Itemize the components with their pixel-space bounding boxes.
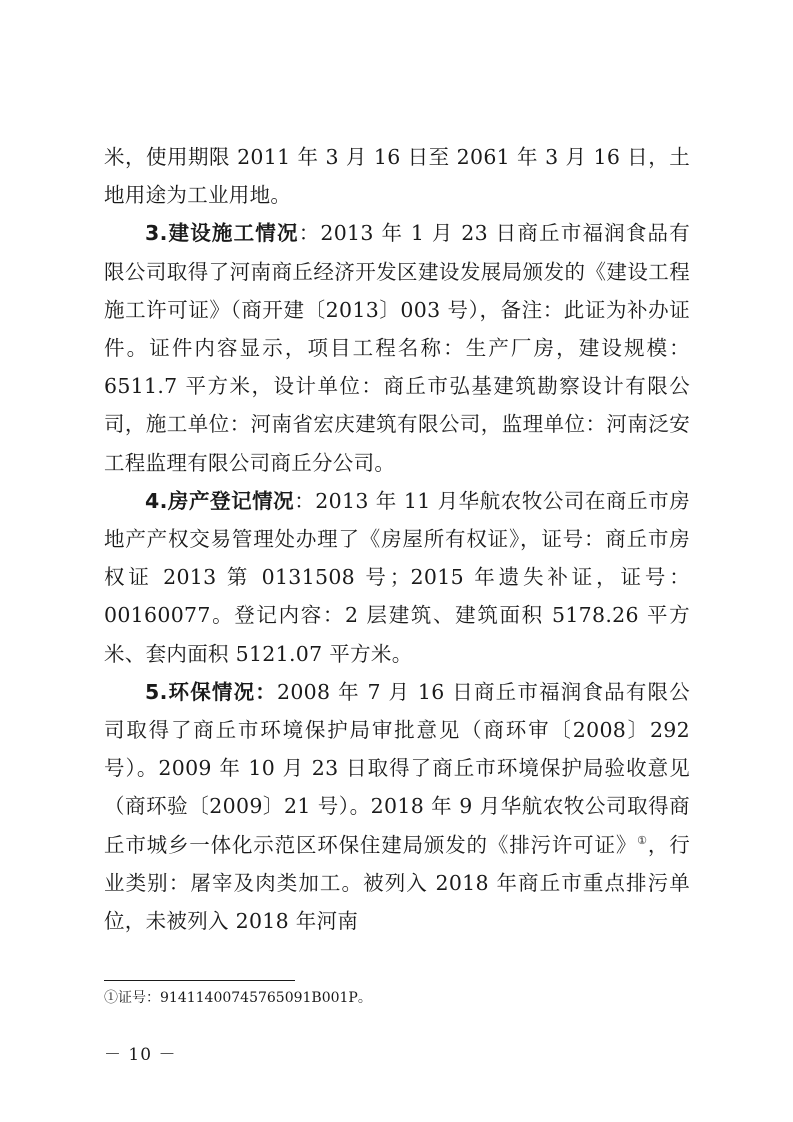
footnote-reference[interactable]: ① xyxy=(637,833,648,847)
paragraph-construction xyxy=(104,214,690,481)
paragraph-text: ：2013 年 1 月 23 日商丘市福润食品有限公司取得了河南商丘经济开发区建设发展局颁发的《建设工程施工许可证》（商开建〔2013〕003 号），备注：此证为补办证件。证件内容显示，项目工程名称：生产厂房，建设规模：6511.7 平方米，设计单位：商丘市弘基建筑勘察设计有限公司，施工单位：河南省宏庆建筑有限公司，监理单位：河南泛安工程监理有限公司商丘分公司。 xyxy=(104,221,690,475)
paragraph-property-registration xyxy=(104,482,690,673)
footnote-divider xyxy=(104,980,295,981)
section-heading-environmental: 5.环保情况： xyxy=(145,679,277,704)
paragraph-text: ，行业类别：屠宰及肉类加工。被列入 2018 年商丘市重点排污单位，未被列入 2018 年河南 xyxy=(104,832,691,934)
paragraph-land-use xyxy=(104,138,690,214)
section-heading-construction: 3.建设施工情况 xyxy=(145,221,299,246)
footnote: ①证号：91411400745765091B001P。 xyxy=(104,990,372,1006)
page-number: － 10 － xyxy=(104,1045,177,1065)
section-heading-property-registration: 4.房产登记情况 xyxy=(145,488,295,513)
paragraph-text: 2008 年 7 月 16 日商丘市福润食品有限公司取得了商丘市环境保护局审批意见（商环审〔2008〕292 号）。2009 年 10 月 23 日取得了商丘市环境保护局验收意见（商环验〔2009〕21 号）。2018 年 9 月华航农牧公司取得商丘市城乡一体化示范区环保住建局颁发的《排污许可证》 xyxy=(104,679,690,857)
paragraph-text: ：2013 年 11 月华航农牧公司在商丘市房地产产权交易管理处办理了《房屋所有权证》，证号：商丘市房权证 2013 第 0131508 号；2015 年遗失补证，证号：00160077。登记内容：2 层建筑、建筑面积 5178.26 平方米、套内面积 5121.07 平方米。 xyxy=(104,488,690,666)
body-text xyxy=(104,138,690,940)
paragraph-environmental xyxy=(104,673,690,940)
paragraph-text: 米，使用期限 2011 年 3 月 16 日至 2061 年 3 月 16 日，土地用途为工业用地。 xyxy=(104,145,690,208)
